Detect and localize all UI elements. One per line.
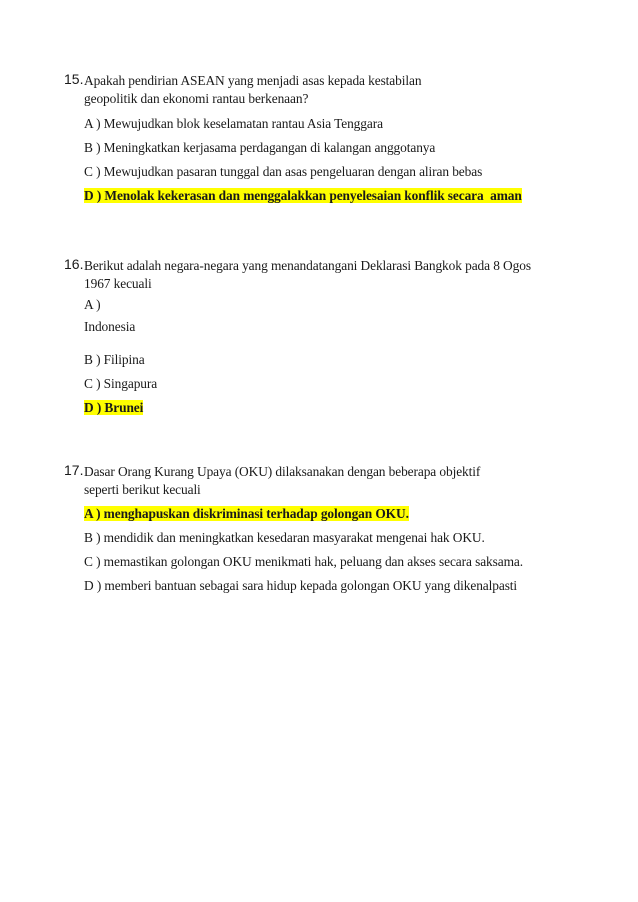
question-text-line: Dasar Orang Kurang Upaya (OKU) dilaksanakan dengan beberapa objektif: [84, 464, 481, 479]
highlighted-answer-tail: aman: [490, 188, 522, 203]
question-text-line: Berikut adalah negara-negara yang menandatangani Deklarasi Bangkok pada 8 Ogos: [84, 258, 531, 273]
option-c: C ) Mewujudkan pasaran tunggal dan asas pengeluaran dengan aliran bebas: [84, 164, 483, 179]
highlighted-answer: D ) Menolak kekerasan dan menggalakkan penyelesaian konflik secara: [84, 188, 484, 203]
option-b: B ) mendidik dan meningkatkan kesedaran masyarakat mengenai hak OKU.: [84, 530, 485, 545]
option-a-answer: [84, 505, 409, 522]
question-text-line: 1967 kecuali: [84, 276, 152, 291]
highlighted-answer: D ) Brunei: [84, 400, 144, 415]
question-text-line: Apakah pendirian ASEAN yang menjadi asas kepada kestabilan: [84, 73, 422, 88]
option-c: C ) memastikan golongan OKU menikmati hak, peluang dan akses secara saksama.: [84, 554, 523, 569]
option-a-text: Indonesia: [84, 319, 136, 334]
question-text-line: geopolitik dan ekonomi rantau berkenaan?: [84, 91, 309, 106]
option-b: B ) Filipina: [84, 352, 145, 367]
question-text: [84, 463, 554, 499]
question-text: [84, 72, 554, 108]
question-text: [84, 257, 564, 293]
option-b: B ) Meningkatkan kerjasama perdagangan di kalangan anggotanya: [84, 140, 436, 155]
question-number: 17.: [64, 462, 84, 478]
option-d: D ) memberi bantuan sebagai sara hidup kepada golongan OKU yang dikenalpasti: [84, 578, 518, 593]
question-text-line: seperti berikut kecuali: [84, 482, 201, 497]
question-number: 16.: [64, 256, 84, 272]
option-a: A ) Mewujudkan blok keselamatan rantau Asia Tenggara: [84, 116, 383, 131]
highlighted-answer: A ) menghapuskan diskriminasi terhadap golongan OKU.: [84, 506, 409, 521]
option-a: A ): [84, 297, 101, 312]
option-d-answer: [84, 187, 522, 204]
question-number: 15.: [64, 71, 84, 87]
option-c: C ) Singapura: [84, 376, 158, 391]
option-d-answer: [84, 399, 143, 416]
